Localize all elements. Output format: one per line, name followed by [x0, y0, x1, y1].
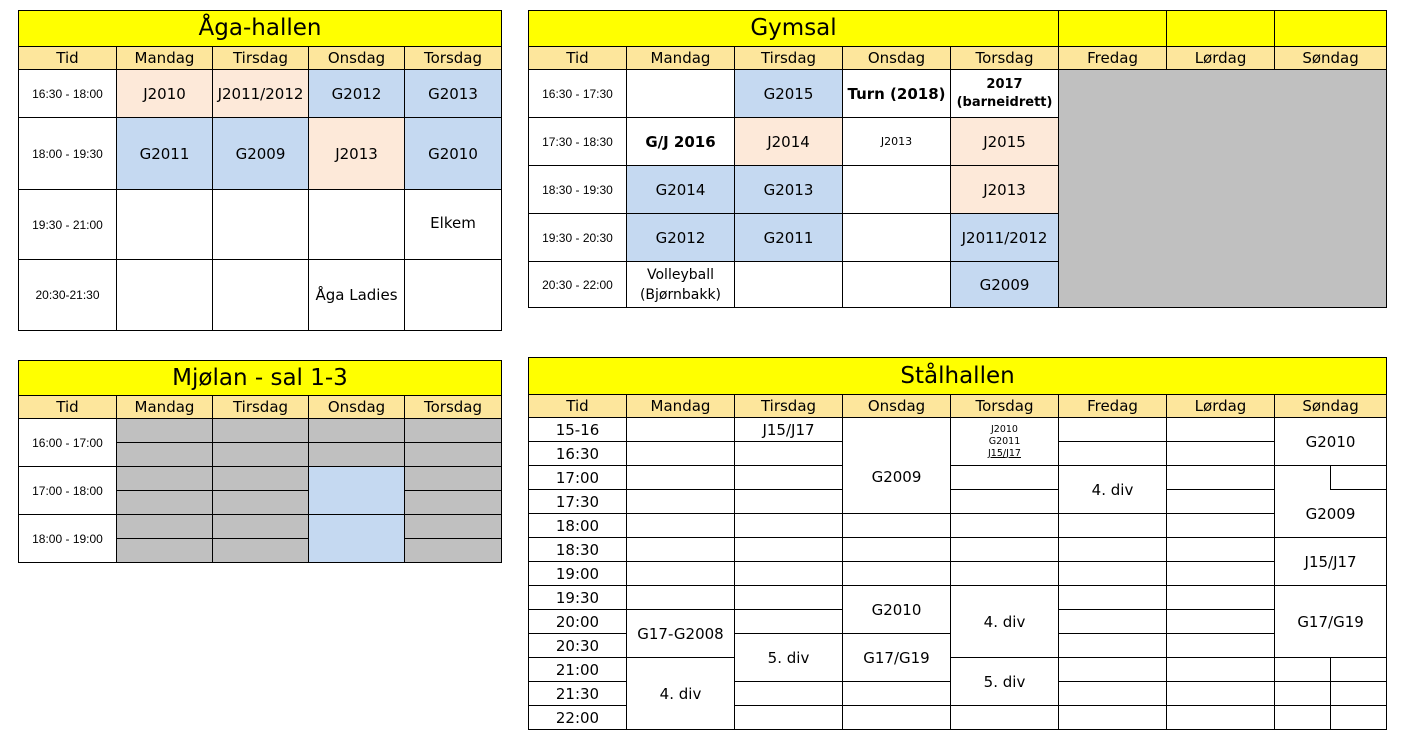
stal-entry-line: G2011 — [988, 435, 1021, 447]
stal-slot — [951, 538, 1059, 562]
mjolan-header-mandag: Mandag — [117, 396, 213, 419]
aga-cell: G2011 — [117, 118, 213, 190]
stal-slot — [1059, 682, 1167, 706]
stal-entry: 5. div — [951, 658, 1059, 706]
stal-slot — [1331, 706, 1387, 730]
aga-time: 18:00 - 19:30 — [19, 118, 117, 190]
stal-slot — [1059, 634, 1167, 658]
stal-header-lordag: Lørdag — [1167, 395, 1275, 418]
stal-slot — [627, 538, 735, 562]
aga-cell: G2013 — [405, 70, 502, 118]
stal-header-mandag: Mandag — [627, 395, 735, 418]
mjolan-slot — [213, 467, 309, 491]
mjolan-slot — [309, 419, 405, 443]
aga-cell — [213, 190, 309, 260]
stal-time: 18:30 — [529, 538, 627, 562]
stal-table — [528, 357, 1387, 730]
gymsal-title-blank — [1167, 11, 1275, 47]
mjolan-slot — [213, 443, 309, 467]
mjolan-time: 17:00 - 18:00 — [19, 467, 117, 515]
stal-slot — [843, 706, 951, 730]
stal-header-torsdag: Torsdag — [951, 395, 1059, 418]
stal-slot — [951, 466, 1059, 490]
mjolan-slot — [117, 443, 213, 467]
stal-slot — [735, 682, 843, 706]
stal-slot — [951, 706, 1059, 730]
stal-slot — [1167, 418, 1275, 442]
stal-header-sondag: Søndag — [1275, 395, 1387, 418]
stal-time: 21:00 — [529, 658, 627, 682]
stal-slot — [735, 466, 843, 490]
gymsal-time: 18:30 - 19:30 — [529, 166, 627, 214]
stal-slot — [627, 562, 735, 586]
gymsal-cell: J2013 — [951, 166, 1059, 214]
gymsal-title-blank — [1059, 11, 1167, 47]
stal-slot — [1167, 586, 1275, 610]
stal-slot — [843, 514, 951, 538]
gymsal-cell: J2014 — [735, 118, 843, 166]
stal-entry-multi — [951, 418, 1059, 466]
gymsal-header-tid: Tid — [529, 47, 627, 70]
stal-slot — [735, 490, 843, 514]
gymsal-cell: G/J 2016 — [627, 118, 735, 166]
aga-cell: J2013 — [309, 118, 405, 190]
gymsal-cell: J2011/2012 — [951, 214, 1059, 262]
aga-cell — [213, 260, 309, 331]
stal-slot — [1059, 586, 1167, 610]
gymsal-header-torsdag: Torsdag — [951, 47, 1059, 70]
mjolan-slot — [213, 515, 309, 539]
aga-header-mandag: Mandag — [117, 47, 213, 70]
stal-time: 17:30 — [529, 490, 627, 514]
stal-slot — [1275, 658, 1331, 682]
mjolan-slot-booked — [309, 515, 405, 563]
gymsal-header-tirsdag: Tirsdag — [735, 47, 843, 70]
mjolan-slot — [213, 419, 309, 443]
mjolan-header-onsdag: Onsdag — [309, 396, 405, 419]
stal-entry: G17/G19 — [1275, 586, 1387, 658]
stal-entry: G2009 — [1275, 490, 1387, 538]
gymsal-cell: G2013 — [735, 166, 843, 214]
stal-slot — [843, 682, 951, 706]
stal-slot — [951, 562, 1059, 586]
gymsal-cell: J2015 — [951, 118, 1059, 166]
stal-slot — [627, 490, 735, 514]
stal-time: 19:30 — [529, 586, 627, 610]
stal-slot — [843, 418, 951, 442]
stal-slot — [1059, 706, 1167, 730]
stal-slot — [951, 514, 1059, 538]
gymsal-cell: Turn (2018) — [843, 70, 951, 118]
aga-table — [18, 10, 502, 331]
gymsal-header-lordag: Lørdag — [1167, 47, 1275, 70]
stal-entry: 5. div — [735, 634, 843, 682]
gymsal-cell: G2015 — [735, 70, 843, 118]
mjolan-time: 18:00 - 19:00 — [19, 515, 117, 563]
stal-time: 18:00 — [529, 514, 627, 538]
stal-header-tirsdag: Tirsdag — [735, 395, 843, 418]
stal-slot — [1167, 706, 1275, 730]
aga-cell: G2010 — [405, 118, 502, 190]
gymsal-time: 17:30 - 18:30 — [529, 118, 627, 166]
stal-slot — [735, 442, 843, 466]
stal-slot — [1167, 490, 1275, 514]
stal-time: 20:00 — [529, 610, 627, 634]
stal-header-onsdag: Onsdag — [843, 395, 951, 418]
stal-slot — [627, 442, 735, 466]
gymsal-time: 20:30 - 22:00 — [529, 262, 627, 308]
aga-time: 20:30-21:30 — [19, 260, 117, 331]
stal-slot — [1331, 466, 1387, 490]
stal-slot — [627, 466, 735, 490]
stal-time: 20:30 — [529, 634, 627, 658]
gymsal-table — [528, 10, 1387, 308]
gymsal-cell-line: (Bjørnbakk) — [639, 286, 722, 303]
stal-slot — [735, 538, 843, 562]
stal-entry: 4. div — [1059, 466, 1167, 514]
stal-time: 17:00 — [529, 466, 627, 490]
aga-cell: G2009 — [213, 118, 309, 190]
stal-slot — [1059, 514, 1167, 538]
mjolan-slot — [117, 515, 213, 539]
gymsal-header-mandag: Mandag — [627, 47, 735, 70]
stal-slot — [627, 514, 735, 538]
mjolan-slot — [117, 539, 213, 563]
aga-header-tirsdag: Tirsdag — [213, 47, 309, 70]
aga-cell: J2011/2012 — [213, 70, 309, 118]
mjolan-slot — [405, 419, 502, 443]
stal-slot — [1167, 538, 1275, 562]
stal-slot — [1167, 682, 1275, 706]
gymsal-cell — [627, 70, 735, 118]
stal-time: 15-16 — [529, 418, 627, 442]
gymsal-cell: G2012 — [627, 214, 735, 262]
gymsal-time: 16:30 - 17:30 — [529, 70, 627, 118]
gymsal-header-onsdag: Onsdag — [843, 47, 951, 70]
gymsal-cell-line: 2017 — [986, 76, 1023, 92]
gymsal-cell: J2013 — [843, 118, 951, 166]
mjolan-slot-booked — [309, 467, 405, 515]
gymsal-header-fredag: Fredag — [1059, 47, 1167, 70]
stal-slot — [951, 490, 1059, 514]
stal-time: 22:00 — [529, 706, 627, 730]
mjolan-slot — [213, 491, 309, 515]
stal-slot — [627, 418, 735, 442]
stal-slot — [1331, 682, 1387, 706]
aga-cell — [309, 190, 405, 260]
mjolan-slot — [405, 515, 502, 539]
stal-title: Stålhallen — [529, 358, 1387, 395]
stal-slot — [843, 538, 951, 562]
aga-cell: J2010 — [117, 70, 213, 118]
aga-time: 19:30 - 21:00 — [19, 190, 117, 260]
gymsal-cell-line: Volleyball — [647, 266, 714, 283]
mjolan-slot — [405, 539, 502, 563]
stal-entry: 4. div — [951, 586, 1059, 658]
aga-time: 16:30 - 18:00 — [19, 70, 117, 118]
stal-slot — [1275, 466, 1331, 490]
stal-slot — [735, 706, 843, 730]
mjolan-slot — [213, 539, 309, 563]
stal-slot — [1167, 634, 1275, 658]
stal-slot — [843, 562, 951, 586]
aga-cell: G2012 — [309, 70, 405, 118]
mjolan-slot — [117, 491, 213, 515]
mjolan-slot — [117, 467, 213, 491]
stal-slot — [1167, 466, 1275, 490]
stal-header-fredag: Fredag — [1059, 395, 1167, 418]
stal-entry: J15/J17 — [735, 418, 843, 442]
aga-header-tid: Tid — [19, 47, 117, 70]
stal-header-tid: Tid — [529, 395, 627, 418]
stal-slot — [1167, 514, 1275, 538]
aga-cell — [117, 260, 213, 331]
gymsal-cell — [735, 262, 843, 308]
mjolan-table — [18, 360, 502, 563]
stal-slot — [1167, 658, 1275, 682]
stal-entry: G2009 — [843, 442, 951, 514]
gymsal-cell — [627, 262, 735, 308]
gymsal-cell — [843, 166, 951, 214]
stal-slot — [1331, 658, 1387, 682]
stal-slot — [735, 586, 843, 610]
gymsal-time: 19:30 - 20:30 — [529, 214, 627, 262]
stal-slot — [1059, 658, 1167, 682]
aga-cell — [117, 190, 213, 260]
stal-slot — [735, 514, 843, 538]
gymsal-cell — [843, 214, 951, 262]
stal-slot — [1167, 610, 1275, 634]
stal-slot — [1167, 562, 1275, 586]
stal-entry: G17/G19 — [843, 634, 951, 682]
stal-slot — [1059, 538, 1167, 562]
mjolan-time: 16:00 - 17:00 — [19, 419, 117, 467]
stal-slot — [1059, 610, 1167, 634]
mjolan-header-tid: Tid — [19, 396, 117, 419]
mjolan-header-tirsdag: Tirsdag — [213, 396, 309, 419]
mjolan-slot — [117, 419, 213, 443]
stal-slot — [1275, 706, 1331, 730]
stal-slot — [735, 610, 843, 634]
stal-time: 21:30 — [529, 682, 627, 706]
stal-entry: G17-G2008 — [627, 610, 735, 658]
stal-slot — [1275, 682, 1331, 706]
gymsal-cell: G2014 — [627, 166, 735, 214]
stal-time: 16:30 — [529, 442, 627, 466]
gymsal-cell — [843, 262, 951, 308]
stal-entry-line: J2010 — [991, 423, 1018, 435]
gymsal-cell: G2009 — [951, 262, 1059, 308]
mjolan-title: Mjølan - sal 1-3 — [19, 361, 502, 396]
aga-cell — [405, 260, 502, 331]
gymsal-cell-line: (barneidrett) — [956, 94, 1053, 110]
gymsal-header-sondag: Søndag — [1275, 47, 1387, 70]
stal-time: 19:00 — [529, 562, 627, 586]
gymsal-title: Gymsal — [529, 11, 1059, 47]
stal-entry: G2010 — [843, 586, 951, 634]
stal-slot — [1167, 442, 1275, 466]
stal-entry: J15/J17 — [1275, 538, 1387, 586]
gymsal-title-blank — [1275, 11, 1387, 47]
aga-cell: Elkem — [405, 190, 502, 260]
mjolan-slot — [405, 467, 502, 491]
aga-title: Åga-hallen — [19, 11, 502, 47]
stal-slot — [1059, 562, 1167, 586]
stal-entry: 4. div — [627, 658, 735, 730]
gymsal-cell: G2011 — [735, 214, 843, 262]
stal-slot — [1059, 418, 1167, 442]
aga-header-onsdag: Onsdag — [309, 47, 405, 70]
mjolan-header-torsdag: Torsdag — [405, 396, 502, 419]
aga-cell: Åga Ladies — [309, 260, 405, 331]
gymsal-unavailable-block — [1059, 70, 1387, 308]
stal-entry-line: J15/J17 — [988, 447, 1021, 459]
stal-entry: G2010 — [1275, 418, 1387, 466]
stal-slot — [735, 562, 843, 586]
mjolan-slot — [405, 443, 502, 467]
stal-slot — [1059, 442, 1167, 466]
stal-slot — [627, 586, 735, 610]
mjolan-slot — [405, 491, 502, 515]
gymsal-cell — [951, 70, 1059, 118]
aga-header-torsdag: Torsdag — [405, 47, 502, 70]
mjolan-slot — [309, 443, 405, 467]
